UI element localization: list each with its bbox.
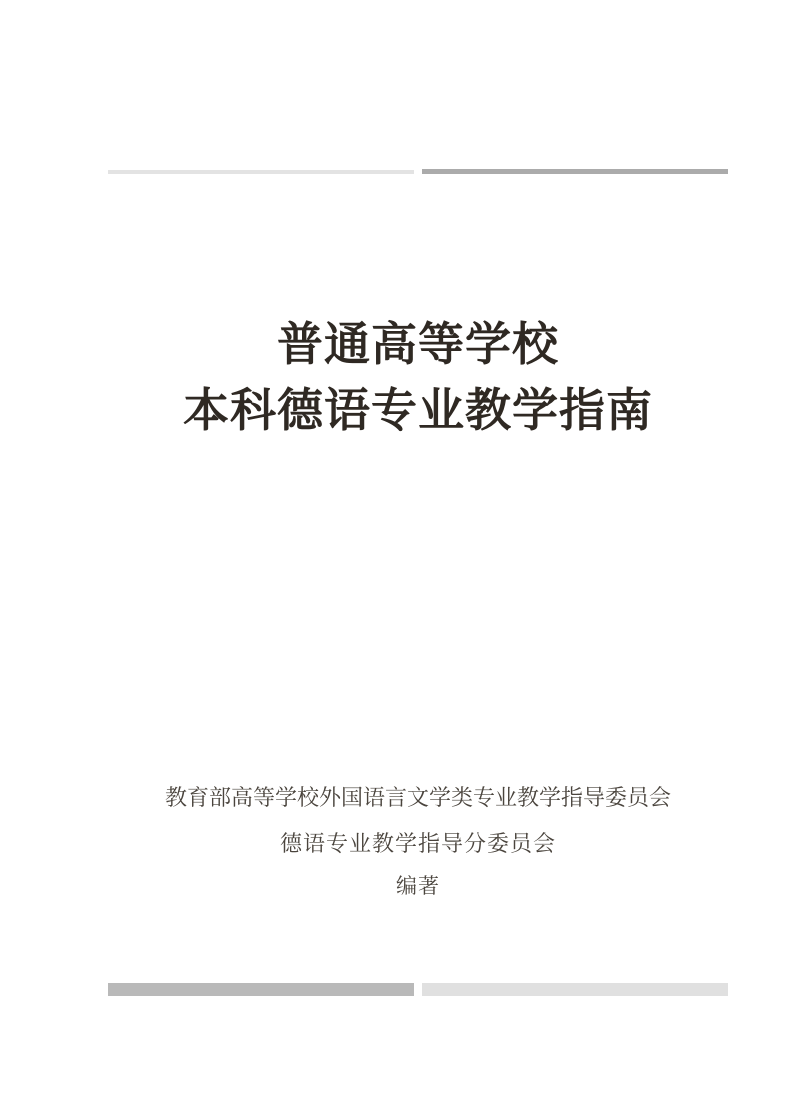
author-subcommittee-line: 德语专业教学指导分委员会 bbox=[279, 831, 556, 856]
top-divider-rule bbox=[108, 169, 728, 174]
top-divider-right-segment bbox=[422, 169, 728, 174]
bottom-divider-right-segment bbox=[422, 983, 728, 996]
author-block bbox=[46, 786, 790, 898]
top-divider-left-segment bbox=[108, 170, 414, 174]
book-title bbox=[46, 312, 790, 444]
book-title-line-1: 普通高等学校 bbox=[277, 319, 559, 370]
author-committee-line: 教育部高等学校外国语言文学类专业教学指导委员会 bbox=[164, 785, 671, 810]
book-title-line-2: 本科德语专业教学指南 bbox=[183, 385, 653, 436]
bottom-divider-rule bbox=[108, 983, 728, 996]
bottom-divider-left-segment bbox=[108, 983, 414, 996]
content-column bbox=[46, 0, 790, 1100]
editor-role-label: 编著 bbox=[396, 875, 440, 898]
